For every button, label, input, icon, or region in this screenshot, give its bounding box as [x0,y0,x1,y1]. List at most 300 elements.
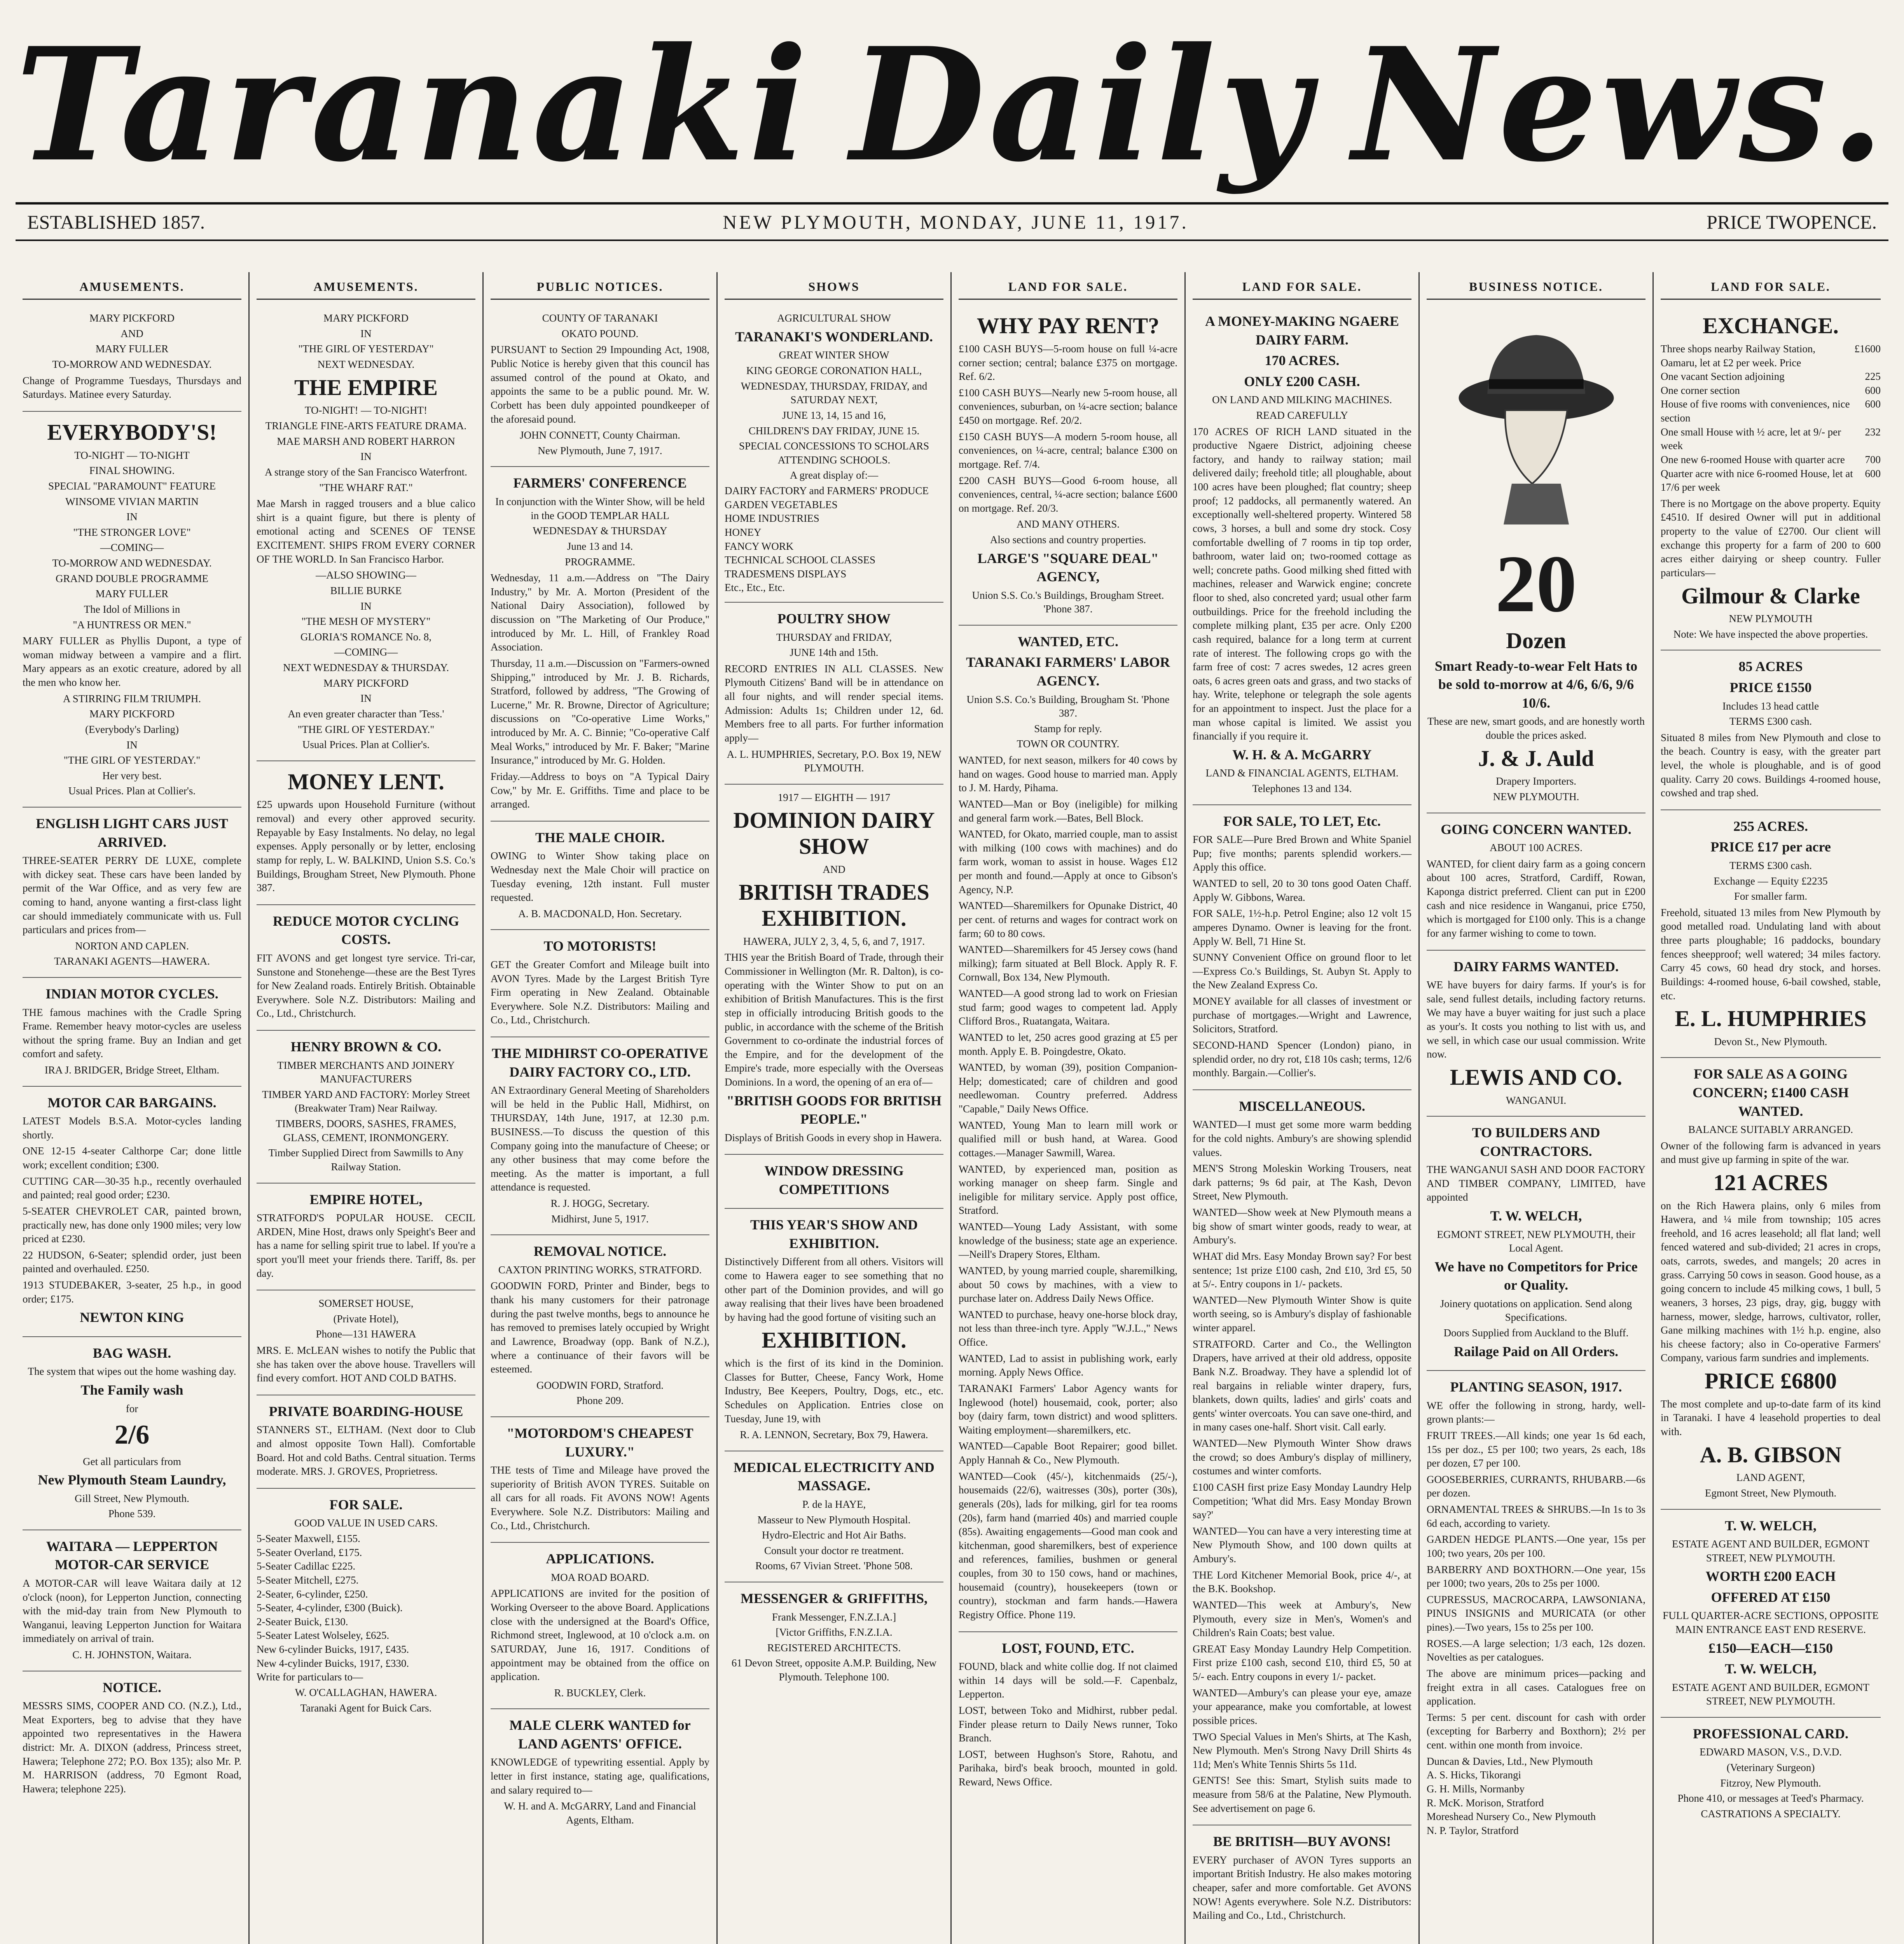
ad-line: A great display of:— [790,469,879,481]
ad-line: MARY PICKFORD [89,708,175,720]
column-heading: SHOWS [725,276,943,300]
ad-line: Rooms, 67 Vivian Street. 'Phone 508. [755,1560,913,1572]
ad-line: TRIANGLE FINE-ARTS FEATURE DRAMA. [265,420,467,432]
ad-line: AND [823,863,845,875]
ad-title: ENGLISH LIGHT CARS JUST ARRIVED. [36,816,228,850]
ad-title: BRITISH TRADES EXHIBITION. [739,879,929,931]
ad-text: WANTED—Ambury's can please your eye, amaze your appearance, make you comfortable, at lowest possible prices. [1193,1687,1411,1726]
ad-line: GLORIA'S ROMANCE No. 8, [300,631,432,643]
ad-block [491,1235,709,1417]
ad-price: 20 [1495,539,1577,629]
hat-illustration [1455,318,1618,535]
ad-text: WANTED, by young married couple, sharemilking, about 50 cows by machines, with a view to purchase later on. Address Daily News Office. [959,1264,1177,1304]
ad-line: WEDNESDAY & THURSDAY [533,525,667,537]
ad-line: ON LAND AND MILKING MACHINES. [1212,394,1392,406]
ad-text: WANTED to purchase, heavy one-horse block dray, not less than three-inch tyre. Apply "W.J.L.," News Office. [959,1308,1177,1348]
ad-title: APPLICATIONS. [546,1551,654,1567]
ad-block [1193,1090,1411,1826]
ad-line: Get all particulars from [83,1455,181,1467]
ad-line: R. A. LENNON, Secretary, Box 79, Hawera. [740,1429,928,1441]
ad-title: Dozen [1506,628,1566,654]
ad-block [491,930,709,1037]
ad-line: MARY FULLER [95,343,169,355]
ad-line: NEW PLYMOUTH. [1493,791,1579,803]
property-desc: One small House with ½ acre, let at 9/- per week [1661,426,1841,452]
ad-line: COUNTY OF TARANAKI [542,312,658,324]
property-price: £1600 [1854,343,1881,355]
ad-line: New Plymouth Steam Laundry, [38,1472,226,1488]
ad-line: PRICE £17 per acre [1710,839,1831,855]
ad-block [257,1184,475,1291]
ad-line: Phone 539. [108,1508,156,1520]
ad-block [1661,1058,1881,1509]
ad-line: Fitzroy, New Plymouth. [1720,1777,1821,1789]
ad-text: Displays of British Goods in every shop in Hawera. [725,1131,942,1143]
ad-block [491,822,709,930]
ad-line: Also sections and country properties. [990,534,1146,546]
ad-text: MARY FULLER as Phyllis Dupont, a type of woman midway between a vampire and a flirt. Mary appears as an exotic creature, adored by all the men who know her. [23,635,241,689]
ad-line: SPECIAL CONCESSIONS TO SCHOLARS ATTENDING SCHOOLS. [739,440,929,466]
ad-block [1427,305,1645,813]
ad-text: FRUIT TREES.—All kinds; one year 1s 6d each, 15s per doz., £5 per 100; two years, 2s each, 18s per dozen, £7 per 100. [1427,1429,1645,1469]
ad-line: LAND & FINANCIAL AGENTS, ELTHAM. [1205,767,1399,779]
ad-title: E. L. HUMPHRIES [1675,1006,1867,1031]
ad-title: FOR SALE, TO LET, Etc. [1223,813,1381,829]
ad-text: GOODWIN FORD, Printer and Binder, begs to thank his many customers for their patronage during the past twelve months, begs to announce he has removed to premises lately occupied by Wright and Lawrence, Broadway (opp. Bank of N.Z.), where a continuance of their favors will be esteemed. [491,1280,709,1375]
ad-line: Stamp for reply. [1034,722,1102,734]
ad-line: Consult your doctor re treatment. [764,1544,904,1556]
ad-title: LARGE'S "SQUARE DEAL" AGENCY, [977,550,1159,585]
ad-text: MONEY available for all classes of investment or purchase of mortgages.—Wright and Lawrence, Solicitors, Stratford. [1193,995,1411,1035]
ad-block [1661,810,1881,1058]
ad-line: IN [360,327,372,339]
ad-block [23,1087,241,1337]
ad-block [257,1290,475,1395]
property-price: 600 [1865,398,1881,410]
ad-block [725,1451,943,1582]
ad-text: WANTED—New Plymouth Winter Show is quite worth seeing, so is Ambury's display of fashionable winter apparel. [1193,1294,1411,1334]
ad-line: EDWARD MASON, V.S., D.V.D. [1699,1746,1842,1758]
ad-line: BAG WASH. [93,1345,171,1361]
ad-line: A. B. MACDONALD, Hon. Secretary. [518,907,682,920]
ad-line: REGISTERED ARCHITECTS. [767,1642,901,1654]
property-row [1661,467,1881,495]
ad-line: NORTON AND CAPLEN. [75,940,189,952]
ad-block [257,761,475,905]
ad-text: LATEST Models B.S.A. Motor-cycles landing shortly. [23,1115,241,1141]
ad-text: LOST, between Toko and Midhirst, rubber pedal. Finder please return to Daily News runner, Toko Branch. [959,1704,1177,1744]
masthead-word-3: News. [1352,14,1888,196]
ad-line: AND MANY OTHERS. [1016,518,1120,530]
ad-text: which is the first of its kind in the Dominion. Classes for Butter, Cheese, Fancy Work, Home Industry, Bee Keepers, Poultry, Dogs, etc., etc. Schedules on Application. Entries close on Tuesday, June 19, with [725,1357,943,1425]
ad-text: LOST, between Hughson's Store, Rahotu, and Parihaka, bird's beak brooch, mounted in gold. Reward, News Office. [959,1748,1177,1788]
ad-text: WANTED, by experienced man, position as working manager on sheep farm. Single and ineligible for military service. Apply post office, Stratford. [959,1163,1177,1217]
ad-line: 5-Seater Overland, £175. [257,1546,362,1558]
ad-title: MEDICAL ELECTRICITY AND MASSAGE. [734,1459,935,1494]
ad-line: IN [126,511,138,523]
ad-block [1661,1510,1881,1718]
ad-line: These are new, smart goods, and are honestly worth double the prices asked. [1427,715,1645,741]
ad-line: 5-Seater Maxwell, £155. [257,1533,360,1545]
ad-line: 61 Devon Street, opposite A.M.P. Building, New Plymouth. Telephone 100. [731,1657,937,1683]
ad-title: T. W. WELCH, [1725,1517,1817,1533]
ad-text: Mae Marsh in ragged trousers and a blue calico shirt is a quaint figure, but there is plenty of emotional acting and SCENES OF TENSE EXCITEMENT. SHIPS FROM EVERY CORNER OF THE WORLD. In San Francisco Harbor. [257,498,475,565]
ad-line: A. S. Hicks, Tikorangi [1427,1769,1521,1781]
ad-line: FINAL SHOWING. [89,465,175,477]
column-6 [1186,272,1420,1944]
ad-text: GET the Greater Comfort and Mileage built into AVON Tyres. Made by the Largest British Tyre Firm operating in New Zealand. Obtainable Everywhere. Sole N.Z. Distributors: Mailing and Co., Ltd., Christchurch. [491,958,709,1026]
ad-line: ONLY £200 CASH. [1244,373,1360,389]
column-heading: LAND FOR SALE. [959,276,1177,300]
ad-line: WANGANUI. [1506,1094,1567,1106]
ad-title: BE BRITISH—BUY AVONS! [1213,1834,1391,1850]
ad-title: THE EMPIRE [294,374,438,400]
ad-line: MAE MARSH AND ROBERT HARRON [277,435,455,447]
ad-line: OFFERED AT £150 [1711,1589,1831,1605]
ad-text: WANTED—I must get some more warm bedding for the cold nights. Ambury's are showing splendid values. [1193,1119,1411,1158]
ad-line: Telephones 13 and 134. [1252,783,1352,795]
ad-line: PRICE £1550 [1729,680,1812,695]
ad-line: For smaller farm. [1734,890,1808,902]
ad-text: The above are minimum prices—packing and freight extra in all cases. Catalogues free on application. [1427,1667,1645,1707]
ad-text: SECOND-HAND Spencer (London) piano, in splendid order, no dry rot, £18 10s cash; terms, 12/6 monthly. Bargain.—Collier's. [1193,1039,1411,1079]
ad-line: Usual Prices. Plan at Collier's. [68,785,196,797]
ad-line: £150—EACH—£150 [1708,1640,1833,1656]
ad-line: 5-Seater Mitchell, £275. [257,1574,359,1586]
property-desc: Quarter acre with nice 6-roomed House, let at 17/6 per week [1661,467,1853,493]
ad-block [1193,1825,1411,1932]
ad-line: MARY PICKFORD [89,312,175,324]
ad-text: 170 ACRES OF RICH LAND situated in the productive Ngaere District, adjoining cheese factory, and handy to railway station; mail delivered daily; freehold title; all ploughable, about 100 acres have been ploughed; flat country; sheep proof; 12 paddocks, all permanently watered. An exceptionally well-sheltered property. Wintered 58 cows, 3 horses, a bull and some dry stock. Cosy comfortable dwelling of 7 rooms in tip top order, bathroom, water laid on; two-roomed cottage as well; concrete paths. Good milking shed fitted with machines, releaser and Warwick engine; concrete floor to shed, also concreted yard; usual other farm outbuildings. Price for the freehold including the complete milking plant, £35 per acre. Only £200 cash required, balance for a long term at current rate of interest. The following crops go with the farm free of cost: 7 acres swedes, 12 acres green oats, 6 acres green oats and grass, and two stacks of hay. Write, telephone or telegraph the sole agents for an appointment to inspect. Just the place for a man whose capital is limited. We assist you financially if you require it. [1193,425,1411,742]
ad-block [1661,650,1881,810]
ad-line: GREAT WINTER SHOW [779,349,889,361]
column-7 [1420,272,1654,1944]
property-desc: House of five rooms with conveniences, nice section [1661,398,1850,424]
ad-text: WANTED—Sharemilkers for 45 Jersey cows (hand milking); farm situated at Bell Block. Apply R. F. Cornwall, Box 134, New Plymouth. [959,944,1177,983]
ad-line: AGRICULTURAL SHOW [777,312,891,324]
ad-line: TARANAKI AGENTS—HAWERA. [54,955,210,967]
ad-text: Friday.—Address to boys on "A Typical Dairy Cow," by Mr. E. Griffiths. Time and place to be arranged. [491,770,709,810]
ad-title: DOMINION DAIRY SHOW [733,808,935,859]
ad-line: Taranaki Agent for Buick Cars. [300,1702,432,1714]
ad-text: A MOTOR-CAR will leave Waitara daily at 12 o'clock (noon), for Lepperton Junction, connecting with the mid-day train from New Plymouth to Wanganui, leaving Lepperton Junction for Waitara immediately on arrival of train. [23,1577,241,1645]
ad-line: G. H. Mills, Normanby [1427,1783,1525,1795]
ad-line: JUNE 13, 14, 15 and 16, [782,409,886,421]
ad-text: There is no Mortgage on the above property. Equity £4510. If desired Owner will put in additional property to the value of £2700. Our client will exchange this property for a farm of 200 to 600 acres either dairying or sheep country. Fuller particulars— [1661,497,1881,579]
ad-block [257,905,475,1031]
ad-text: WANTED, for next season, milkers for 40 cows by hand on wages. Good house to married man. Apply to J. M. Hardy, Pihama. [959,754,1177,794]
ad-line: IN [360,600,372,612]
property-row [1661,425,1881,453]
ad-block [23,808,241,978]
ad-line: —COMING— [100,542,164,554]
ad-line: Duncan & Davies, Ltd., New Plymouth [1427,1755,1593,1767]
ad-line: FULL QUARTER-ACRE SECTIONS, OPPOSITE MAIN ENTRANCE EAST END RESERVE. [1663,1610,1879,1636]
ad-text: EVERY purchaser of AVON Tyres supports an important British Industry. He also makes motoring cheaper, safer and more comfortable. Get AVONS NOW! Agents everywhere. Sole N.Z. Distributors: Mailing and Co., Ltd., Christchurch. [1193,1854,1411,1921]
ad-line: for [126,1402,138,1414]
ad-line: Gill Street, New Plymouth. [75,1492,189,1504]
ad-line: IN [360,692,372,705]
ad-line: 2-Seater Buick, £130. [257,1615,348,1628]
ad-block [1661,305,1881,650]
ad-line: (Private Hotel), [333,1313,399,1325]
ad-line: In conjunction with the Winter Show, will be held in the GOOD TEMPLAR HALL [495,496,705,521]
ad-text: WANTED—This week at Ambury's, New Plymouth, every size in Men's, Women's and Children's Rain Coats; best value. [1193,1599,1411,1639]
property-desc: One new 6-roomed House with quarter acre [1661,453,1845,465]
ad-line: The Family wash [80,1382,183,1398]
column-heading: LAND FOR SALE. [1661,276,1881,300]
ad-line: A strange story of the San Francisco Waterfront. [265,466,467,478]
ad-block [959,1632,1177,1799]
property-price: 700 [1865,453,1881,465]
property-price: 232 [1865,426,1881,438]
ad-text: £100 CASH BUYS—5-room house on full ¼-acre corner section; central; balance £375 on mortgage. Ref. 6/2. [959,343,1177,383]
ad-line: GARDEN VEGETABLES [725,498,838,510]
ad-title: WINDOW DRESSING COMPETITIONS [764,1163,904,1197]
property-row [1661,384,1881,398]
ad-line: TIMBER YARD AND FACTORY: Morley Street (Breakwater Tram) Near Railway. [262,1088,470,1114]
ad-text: FOR SALE—Pure Bred Brown and White Spaniel Pup; five months; parents splendid workers.—Apply this office. [1193,834,1411,873]
ad-title: PRIVATE BOARDING-HOUSE [269,1403,463,1419]
ad-block [1193,805,1411,1090]
ad-text: PURSUANT to Section 29 Impounding Act, 1908, Public Notice is hereby given that this council has assumed control of the pound at Okato, and appoints the same to be a public pound. Mr. W. Corbett has been duly appointed poundkeeper of the aforesaid pound. [491,344,709,425]
ad-line: AND [121,327,143,339]
ad-line: Union S.S. Co.'s Building, Brougham St. 'Phone 387. [966,693,1170,719]
ad-line: EGMONT STREET, NEW PLYMOUTH, their Local Agent. [1437,1228,1635,1254]
ad-text: THE famous machines with the Cradle Spring Frame. Remember heavy motor-cycles are useless without the spring frame. Buy an Indian and get comfort and safety. [23,1006,241,1060]
ad-line: TO-MORROW AND WEDNESDAY. [52,358,212,371]
ad-text: £25 upwards upon Household Furniture (without removal) and every other approved security. Repayable by Easy Instalments. No delay, no legal expenses. Apply personally or by letter, enclosing stamp for reply, L. W. BALKIND, Union S.S. Co.'s Buildings, Brougham Street, New Plymouth. Phone 387. [257,799,475,894]
ad-line: JOHN CONNETT, County Chairman. [520,429,680,441]
ad-title: MALE CLERK WANTED for LAND AGENTS' OFFICE. [509,1717,691,1752]
ad-block [959,305,1177,626]
ad-line: NEXT WEDNESDAY & THURSDAY. [283,662,449,674]
ad-line: GRAND DOUBLE PROGRAMME [55,572,209,584]
ad-title: TARANAKI FARMERS' LABOR AGENCY. [966,654,1170,689]
ad-title: FOR SALE AS A GOING CONCERN; £1400 CASH WANTED. [1692,1066,1849,1119]
ad-text: RECORD ENTRIES IN ALL CLASSES. New Plymouth Citizens' Band will be in attendance on all four nights, and will render special items. Admission: Adults 1s; Children under 12, 6d. Members free to all parts. For further information apply— [725,663,943,744]
ad-line: WEDNESDAY, THURSDAY, FRIDAY, and SATURDAY NEXT, [741,380,928,406]
ad-block [725,305,943,603]
ad-line: "A HUNTRESS OR MEN." [73,619,191,631]
ad-block [1427,1371,1645,1844]
ad-line: "BRITISH GOODS FOR BRITISH PEOPLE." [726,1093,942,1127]
ad-text: FOR SALE, 1½-h.p. Petrol Engine; also 12 volt 15 amperes Dynamo. Owner is leaving for the front. Apply W. Bell, 71 Hine St. [1193,907,1411,947]
ad-line: N. P. Taylor, Stratford [1427,1824,1519,1836]
ad-line: W. O'CALLAGHAN, HAWERA. [295,1686,437,1698]
ad-text: 5-SEATER CHEVROLET CAR, painted brown, practically new, has done only 1900 miles; very low priced at £230. [23,1205,241,1245]
ad-block [491,1543,709,1709]
ad-block [257,1031,475,1184]
ad-title: A. B. GIBSON [1700,1442,1842,1467]
ad-line: DAIRY FACTORY and FARMERS' PRODUCE [725,485,929,496]
ad-block [491,1037,709,1235]
ad-block [725,785,943,1155]
ad-title: MONEY LENT. [288,769,444,794]
ad-text: GARDEN HEDGE PLANTS.—One year, 15s per 100; two years, 20s per 100. [1427,1533,1645,1559]
ad-text: £100 CASH BUYS—Nearly new 5-room house, all conveniences, suburban, on ¼-acre section; balance £450 on mortgage. Ref. 20/2. [959,386,1177,427]
ad-title: J. & J. Auld [1478,745,1594,771]
property-price: 600 [1865,467,1881,479]
ad-line: CAXTON PRINTING WORKS, STRATFORD. [498,1264,702,1276]
masthead-word-1: Taranaki [16,14,812,196]
ad-line: 170 ACRES. [1265,353,1340,369]
ad-block [491,305,709,467]
ad-title: POULTRY SHOW [777,611,891,626]
ad-block [1427,813,1645,951]
ad-title: T. W. WELCH, [1725,1661,1817,1677]
column-4 [718,272,952,1944]
ad-line: Moreshead Nursery Co., New Plymouth [1427,1811,1596,1823]
ad-title: THE MIDHIRST CO-OPERATIVE DAIRY FACTORY CO., LTD. [492,1045,708,1080]
column-heading: AMUSEMENTS. [23,276,241,300]
ad-text: WANTED—Cook (45/-), kitchenmaids (25/-), housemaids (22/6), waitresses (30s), porter (30s), generals (20s), lads for milking, girl for tea rooms (20s), farm hand (married 40s) and married couple (85s). Awaiting engagements—Good man cook and kitchenman, good sharemilkers, best of experience and references, families, bushmen or general couples, from 30 to 150 cows, hand or machines, housemaid (country), housekeepers (town or country), stockman and farm hands.—Hawera Registry Office. Phone 119. [959,1470,1177,1621]
property-price: 600 [1865,384,1881,396]
ad-text: WANTED—Sharemilkers for Opunake District, 40 per cent. of returns and wages for contract work on farm; 60 to 80 cows. [959,900,1177,939]
ad-line: TERMS £300 cash. [1729,715,1812,727]
ad-block [725,1582,943,1693]
ad-block [1427,1117,1645,1371]
issue-date: NEW PLYMOUTH, MONDAY, JUNE 11, 1917. [723,211,1189,233]
ad-line: NEXT WEDNESDAY. [317,358,415,371]
ad-block [257,305,475,761]
columns [16,272,1888,1944]
ad-text: 22 HUDSON, 6-Seater; splendid order, just been painted and overhauled. £250. [23,1249,241,1275]
ad-text: Terms: 5 per cent. discount for cash with order (excepting for Barberry and Boxthorn); 2½ per cent. within one month from invoice. [1427,1711,1645,1751]
ad-title: EMPIRE HOTEL, [309,1191,423,1207]
ad-line: Includes 13 head cattle [1722,700,1819,712]
ad-title: WANTED, ETC. [1017,633,1119,649]
ad-text: Owner of the following farm is advanced in years and must give up farming in spite of the war. [1661,1140,1881,1166]
ad-line: Doors Supplied from Auckland to the Bluff. [1443,1327,1629,1339]
ad-line: WINSOME VIVIAN MARTIN [65,495,199,507]
ad-text: WANTED, by woman (39), position Companion-Help; domesticated; care of children and good needlewoman. Country preferred. Address "Capable," Daily News Office. [959,1061,1177,1115]
property-desc: One vacant Section adjoining [1661,371,1785,383]
ad-title: MISCELLANEOUS. [1238,1098,1366,1114]
ad-line: IN [360,451,372,463]
ad-text: MESSRS SIMS, COOPER AND CO. (N.Z.), Ltd., Meat Exporters, beg to advise that they have appointed two representatives in the Hawera district: Mr. A. DIXON (address, Princess street, Hawera; Telephone 272; P.O. Box 135); also Mr. P. M. HARRISON (address, 70 Egmont Road, Hawera; telephone 225). [23,1700,241,1795]
ad-text: THE tests of Time and Mileage have proved the superiority of British AVON TYRES. Suitable on all cars for all roads. Fit AVONS NOW! Agents Everywhere. Sole N.Z. Distributors: Mailing and Co., Ltd., Christchurch. [491,1464,709,1531]
column-heading: PUBLIC NOTICES. [491,276,709,300]
ad-title: EXHIBITION. [762,1327,907,1353]
ad-line: HOME INDUSTRIES [725,512,819,524]
property-row [1661,453,1881,467]
ad-title: TO MOTORISTS! [543,938,657,954]
ad-line: Usual Prices. Plan at Collier's. [302,739,430,751]
ad-block [23,1530,241,1671]
ad-text: Change of Programme Tuesdays, Thursdays and Saturdays. Matinee every Saturday. [23,374,241,400]
ad-block [959,626,1177,1632]
ad-line: New Plymouth, June 7, 1917. [538,444,662,456]
ad-line: JUNE 14th and 15th. [790,647,879,659]
ad-text: WANTED—Show week at New Plymouth means a big show of smart winter goods, ready to wear, at Ambury's. [1193,1206,1411,1246]
column-3 [484,272,718,1944]
ad-line: NEW PLYMOUTH [1729,613,1813,625]
ad-line: An even greater character than 'Tess.' [288,708,444,720]
ad-text: MEN'S Strong Moleskin Working Trousers, neat dark patterns; 9s 6d pair, at The Kash, Devon Street, New Plymouth. [1193,1163,1411,1202]
price: PRICE TWOPENCE. [1707,211,1877,233]
ad-text: SUNNY Convenient Office on ground floor to let—Express Co.'s Buildings, St. Aubyn St. Apply to the New Zealand Express Co. [1193,951,1411,991]
ad-line: 2-Seater, 6-cylinder, £250. [257,1588,368,1600]
ad-text: The most complete and up-to-date farm of its kind in Taranaki. I have 4 leasehold properties to deal with. [1661,1398,1881,1438]
ad-title: NEWTON KING [80,1309,184,1325]
ad-line: ABOUT 100 ACRES. [1490,842,1583,854]
ad-line: IRA J. BRIDGER, Bridge Street, Eltham. [44,1064,220,1076]
ad-price: 2/6 [114,1420,150,1450]
ad-title: WHY PAY RENT? [976,313,1160,339]
ad-text: KNOWLEDGE of typewriting essential. Apply by letter in first instance, stating age, qualifications, and salary required to— [491,1756,709,1796]
ad-line: BILLIE BURKE [330,584,402,596]
ad-text: STANNERS ST., ELTHAM. (Next door to Club and almost opposite Town Hall). Comfortable Board. Hot and cold Baths. Central situation. Terms moderate. MRS. J. GROVES, Proprietress. [257,1424,475,1477]
ad-line: FANCY WORK [725,540,794,552]
ad-line: MARY PICKFORD [323,312,409,324]
column-heading: BUSINESS NOTICE. [1427,276,1645,300]
ad-price: PRICE £6800 [1705,1368,1837,1394]
ad-line: OKATO POUND. [561,327,639,339]
masthead [16,14,1888,196]
ad-text: WANTED, for Okato, married couple, man to assist with milking (100 cows with machines) and do farm work, woman to assist in house. Wages £12 per month and found.—Apply at once to Gibson's Agency, N.P. [959,828,1177,895]
property-price: 225 [1865,371,1881,383]
ad-text: THE Lord Kitchener Memorial Book, price 4/-, at the B.K. Bookshop. [1193,1569,1411,1595]
ad-text: £200 CASH BUYS—Good 6-room house, all conveniences, central, ¼-acre section; balance £600 on mortgage. Ref. 20/3. [959,474,1177,514]
ad-line: New 6-cylinder Buicks, 1917, £435. [257,1643,409,1656]
ad-title: REDUCE MOTOR CYCLING COSTS. [272,913,459,948]
ad-title: T. W. WELCH, [1490,1208,1582,1224]
ad-text: £150 CASH BUYS—A modern 5-room house, all conveniences, on ¼-acre, central; balance £300 on mortgage. Ref. 7/4. [959,430,1177,470]
ad-line: Exchange — Equity £2235 [1714,875,1828,887]
ad-line: The system that wipes out the home washing day. [28,1365,236,1378]
property-row [1661,370,1881,384]
ad-title: PLANTING SEASON, 1917. [1450,1379,1622,1395]
ad-line: GOODWIN FORD, Stratford. [536,1379,664,1391]
ad-line: Smart Ready-to-wear Felt Hats to be sold to-morrow at 4/6, 6/6, 9/6 10/6. [1434,658,1638,711]
ad-line: Note: We have inspected the above properties. [1673,628,1868,640]
ad-text: WANTED—Man or Boy (ineligible) for milking and general farm work.—Bates, Bell Block. [959,798,1177,824]
ad-line: Midhirst, June 5, 1917. [551,1213,649,1225]
ad-title: FARMERS' CONFERENCE [513,475,687,491]
ad-text: APPLICATIONS are invited for the position of Working Overseer to the above Board. Applications close with the undersigned at the Board's Office, Richmond street, Inglewood, at 10 o'clock a.m. on SATURDAY, June 16, 1917. Conditions of appointment may be obtained from the office on application. [491,1587,709,1683]
ad-text: Thursday, 11 a.m.—Discussion on "Farmers-owned Shipping," introduced by Mr. J. B. Richards, Stratford, followed by address, "The Growing of Lucerne," Mr. R. Browne, Director of Agriculture; discussions on "Co-operative Lime Works," introduced by Mr. A. C. Binnie; "Co-operative Calf Meal Works," introduced by Mr. F. Baker; "Marine Insurance," introduced by Mr. G. Holden. [491,657,709,766]
ad-line: MARY FULLER [95,588,169,600]
ad-line: 5-Seater, 4-cylinder, £300 (Buick). [257,1602,403,1614]
ad-line: TO-NIGHT — TO-NIGHT [74,449,190,461]
ad-title: EXCHANGE. [1703,313,1839,339]
ad-text: FIT AVONS and get longest tyre service. Tri-car, Sunstone and Stonehenge—these are the Best Tyres for New Zealand roads. Entirely British. Obtainable Everywhere. Sole N.Z. Distributors: Mailing and Co., Ltd., Christchurch. [257,952,475,1019]
ad-text: THE WANGANUI SASH AND DOOR FACTORY AND TIMBER COMPANY, LIMITED, have appointed [1427,1164,1645,1203]
ad-text: WANTED, Lad to assist in publishing work, early morning. Apply News Office. [959,1352,1177,1378]
ad-block [491,467,709,821]
ad-line: CHILDREN'S DAY FRIDAY, JUNE 15. [748,425,920,437]
ad-line: Phone 410, or messages at Teed's Pharmacy. [1677,1792,1864,1804]
ad-line: Devon St., New Plymouth. [1714,1035,1827,1047]
ad-text: ORNAMENTAL TREES & SHRUBS.—In 1s to 3s 6d each, according to variety. [1427,1503,1645,1529]
ad-line: TIMBERS, DOORS, SASHES, FRAMES, GLASS, CEMENT, IRONMONGERY. [276,1118,456,1143]
ad-line: SOMERSET HOUSE, [318,1297,414,1309]
ad-line: HONEY [725,526,762,538]
ad-title: PROFESSIONAL CARD. [1693,1725,1849,1741]
property-row [1661,397,1881,425]
ad-title: THIS YEAR'S SHOW AND EXHIBITION. [750,1217,918,1251]
ad-line: Frank Messenger, F.N.Z.I.A.] [772,1611,896,1623]
ad-text: ONE 12-15 4-seater Calthorpe Car; done little work; excellent condition; £300. [23,1145,241,1171]
ad-text: WANTED—New Plymouth Winter Show draws the crowd; so does Ambury's display of millinery, costumes and winter comforts. [1193,1437,1411,1477]
ad-line: A. L. HUMPHRIES, Secretary, P.O. Box 19, NEW PLYMOUTH. [727,748,942,774]
ad-title: LEWIS AND CO. [1450,1064,1623,1090]
ad-block [491,1417,709,1543]
ad-text: WANTED—You can have a very interesting time at New Plymouth Show, and 100 down quilts at Ambury's. [1193,1525,1411,1565]
ad-line: TO-NIGHT! — TO-NIGHT! [305,404,427,416]
ad-line: MARY PICKFORD [323,677,409,689]
